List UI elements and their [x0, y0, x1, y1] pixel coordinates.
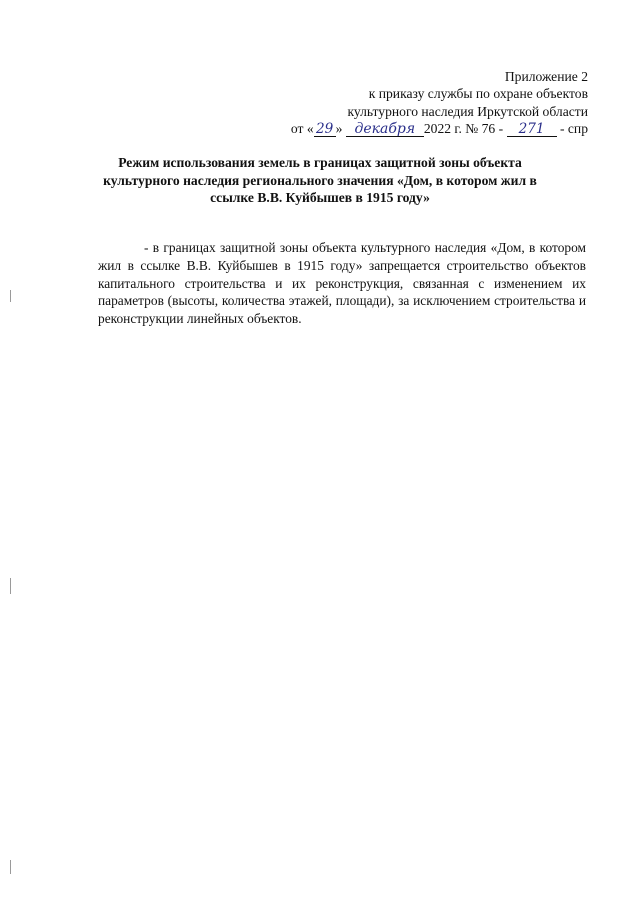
appendix-header	[291, 68, 588, 138]
regulation-paragraph: - в границах защитной зоны объекта культурного наследия «Дом, в котором жил в ссылке В.В. Куйбышев в 1915 году» запрещается строительство объектов капитального строительства и их реконструкция, связанная с изменением их параметров (высоты, количества этажей, площади), за исключением строительства и реконструкции линейных объектов.	[98, 240, 586, 326]
authority-name: культурного наследия Иркутской области	[347, 103, 588, 119]
document-title	[100, 154, 540, 207]
date-year-number: 2022 г. № 76 -	[423, 121, 504, 137]
order-suffix: - спр	[559, 121, 588, 137]
handwritten-day: 29	[314, 122, 336, 137]
scan-edge-mark	[10, 578, 11, 594]
scan-edge-mark	[10, 860, 11, 874]
handwritten-month: декабря	[346, 122, 424, 137]
title-line: Режим использования земель в границах защитной зоны объекта	[118, 155, 522, 170]
appendix-label: Приложение 2	[504, 69, 588, 84]
scan-edge-mark	[10, 290, 11, 302]
order-date-line	[291, 120, 588, 137]
date-quote-close: »	[335, 121, 343, 137]
title-line: ссылке В.В. Куйбышев в 1915 году»	[210, 190, 430, 206]
handwritten-order-number: 271	[507, 122, 557, 137]
date-prefix: от «	[290, 121, 314, 137]
order-reference: к приказу службы по охране объектов	[368, 86, 588, 102]
title-line: культурного наследия регионального значения «Дом, в котором жил в	[103, 172, 537, 188]
